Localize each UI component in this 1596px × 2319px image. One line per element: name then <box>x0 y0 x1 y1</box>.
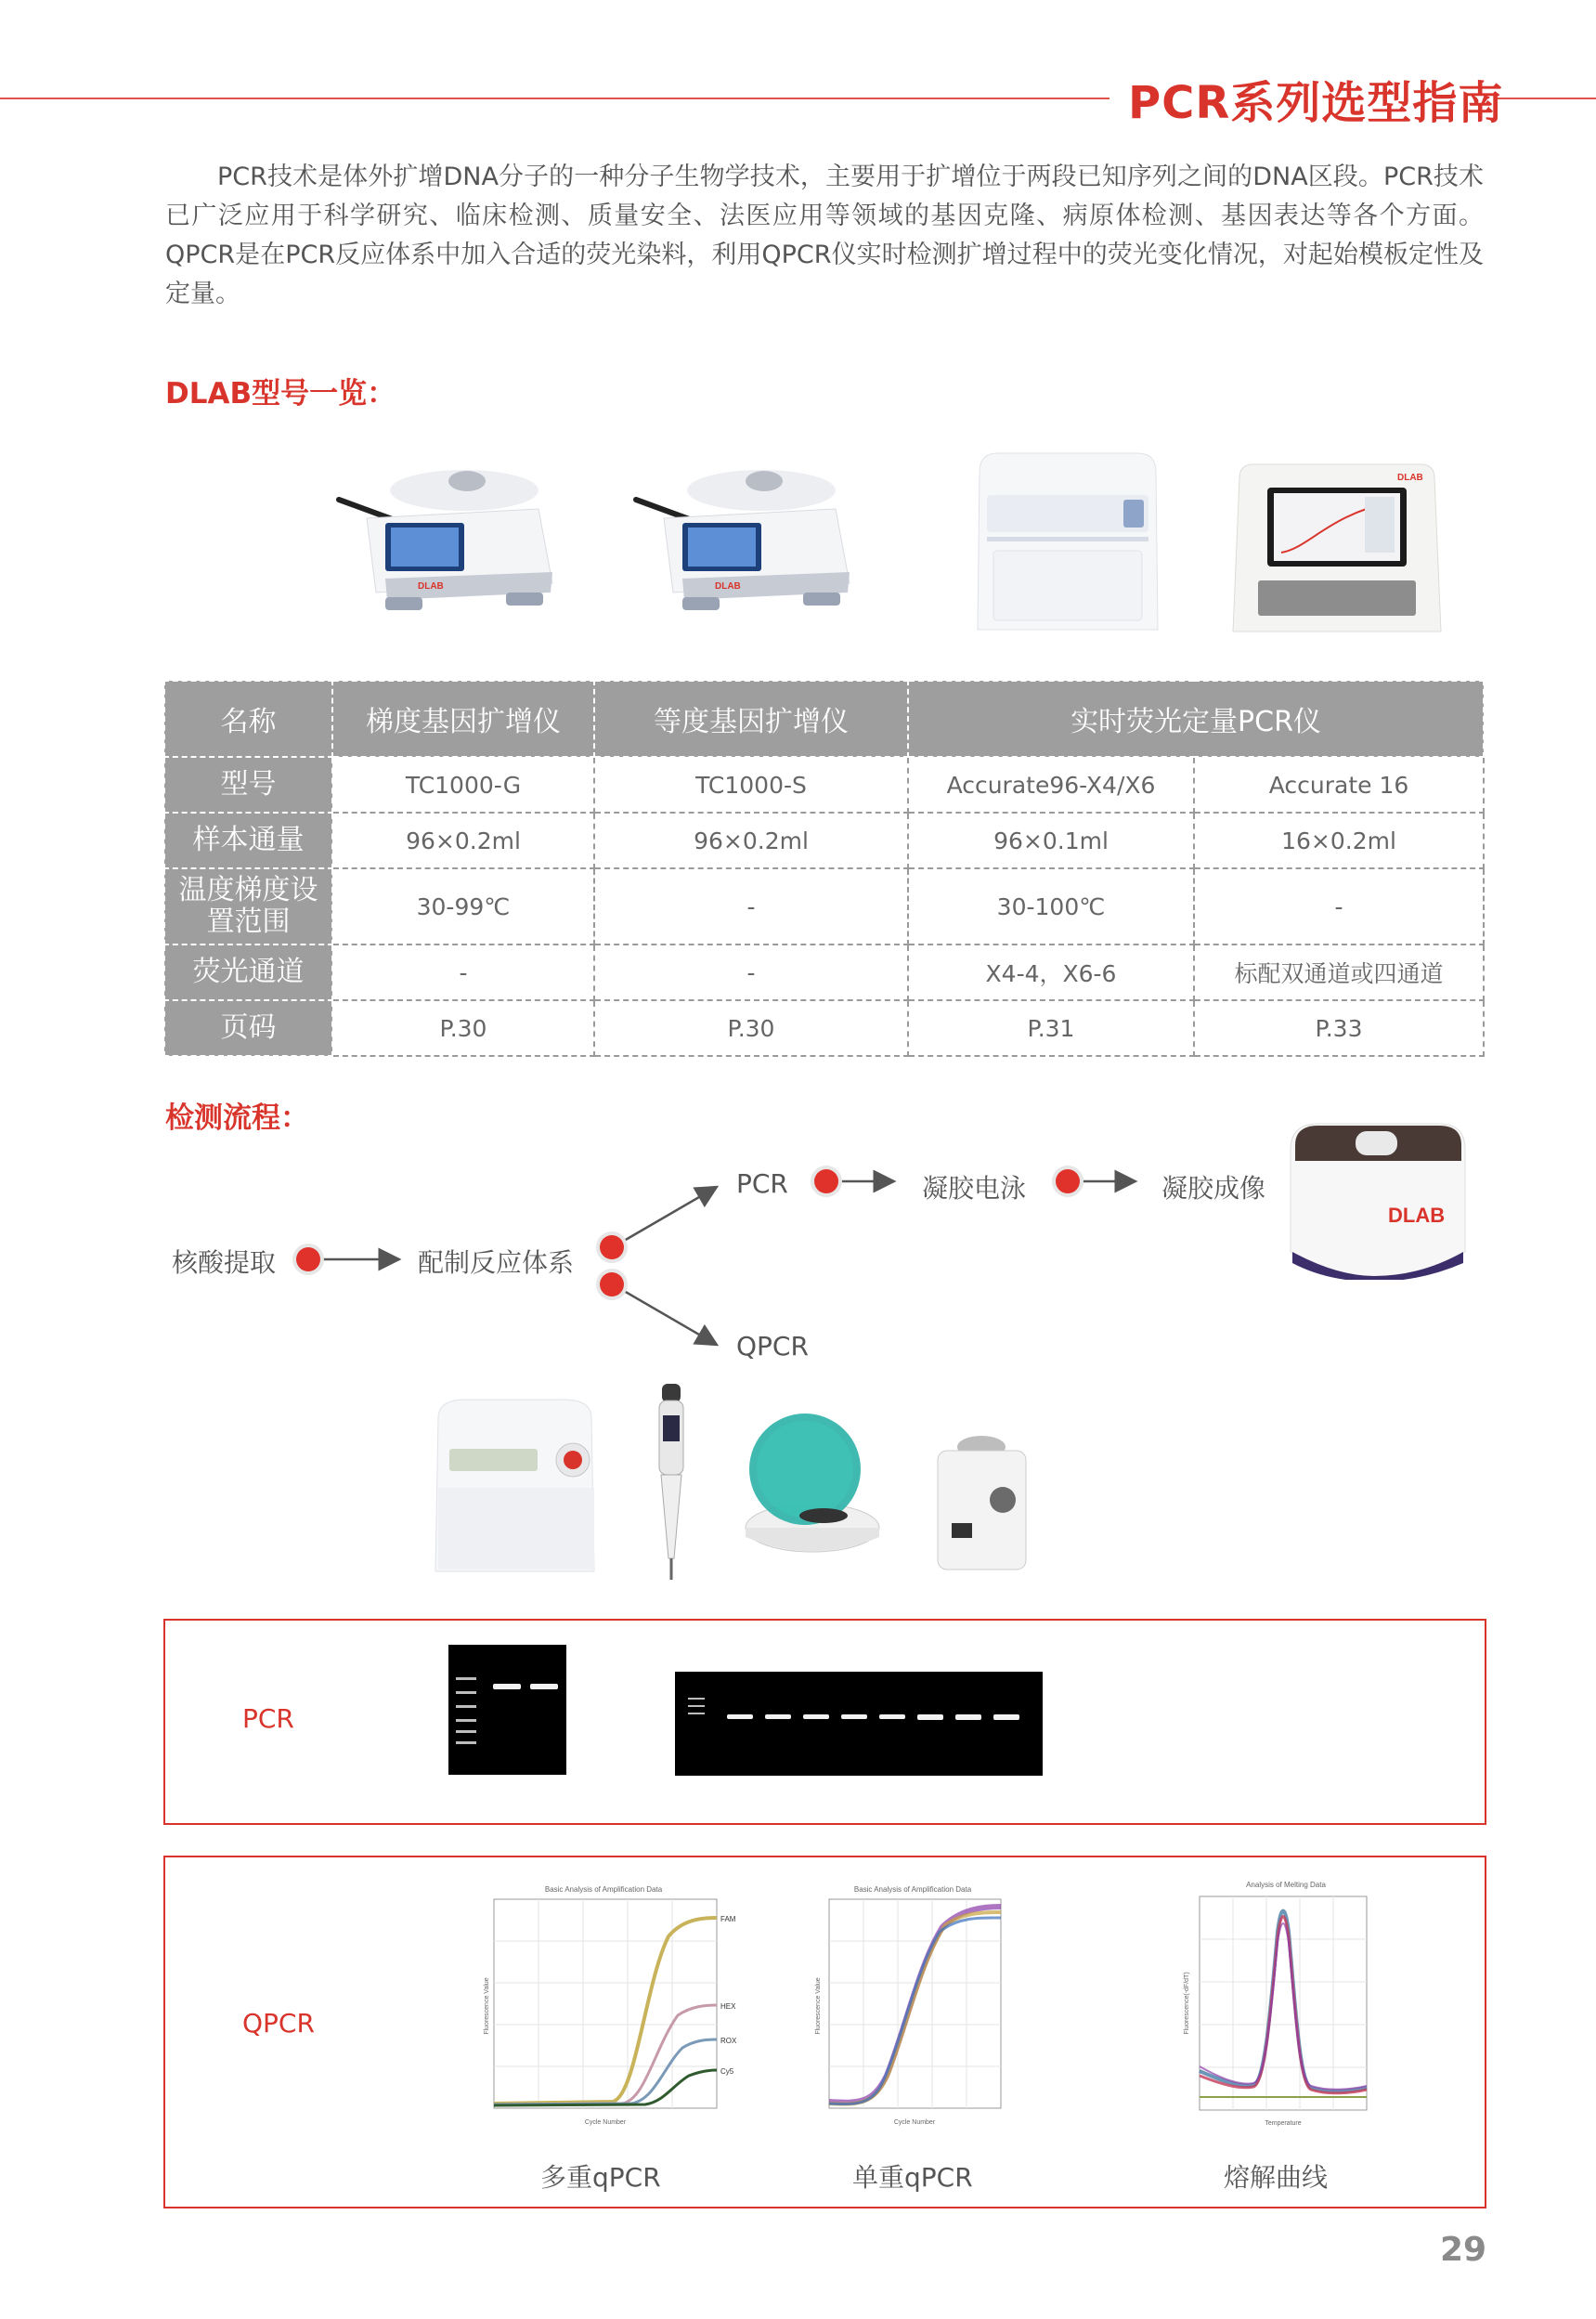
legend-fam: FAM <box>720 1915 736 1923</box>
header-name: 名称 <box>164 681 332 757</box>
imager-brand: DLAB <box>1388 1204 1446 1227</box>
table-cell: X4-4，X6-6 <box>908 945 1194 1000</box>
table-cell: Accurate 16 <box>1194 757 1484 813</box>
device-brand: DLAB <box>418 581 444 592</box>
flow-step-electrophoresis: 凝胶电泳 <box>922 1173 1027 1204</box>
table-cell: Accurate96-X4/X6 <box>908 757 1194 813</box>
singleplex-caption: 单重qPCR <box>852 2162 973 2193</box>
table-cell: 96×0.2ml <box>332 813 594 868</box>
qpcr-result-label: QPCR <box>242 2008 315 2039</box>
mini-centrifuge-image <box>738 1412 887 1560</box>
chart-title: Analysis of Melting Data <box>1246 1881 1326 1889</box>
chart-ylabel: Fluorescence Value <box>815 1977 822 2035</box>
table-cell: - <box>594 868 908 945</box>
row-label: 样本通量 <box>164 813 332 868</box>
chart-title: Basic Analysis of Amplification Data <box>544 1885 663 1894</box>
page-number: 29 <box>1440 2231 1487 2269</box>
flow-dot <box>1056 1169 1080 1193</box>
table-cell: TC1000-G <box>332 757 594 813</box>
intro-text: PCR技术是体外扩增DNA分子的一种分子生物学技术，主要用于扩增位于两段已知序列之间的DNA区段。PCR技术已广泛应用于科学研究、临床检测、质量安全、法医应用等领域的基因克隆、病原体检测、基因表达等各个方面。QPCR是在PCR反应体系中加入合适的荧光染料，利用QPCR仪实时检测扩增过程中的荧光变化情况，对起始模板定性及定量。 <box>165 163 1484 308</box>
device-brand: DLAB <box>1397 473 1423 483</box>
table-cell: - <box>332 945 594 1000</box>
flow-step-imaging: 凝胶成像 <box>1161 1173 1266 1204</box>
flow-step-pcr: PCR <box>736 1168 788 1199</box>
legend-hex: HEX <box>720 2002 736 2011</box>
pipette-image <box>650 1382 692 1582</box>
dry-bath-image <box>429 1395 601 1576</box>
multiplex-caption: 多重qPCR <box>540 2162 661 2193</box>
row-label: 型号 <box>164 757 332 813</box>
table-cell: 16×0.2ml <box>1194 813 1484 868</box>
header-isothermal: 等度基因扩增仪 <box>594 681 908 757</box>
melting-curve-chart <box>1179 1876 1379 2136</box>
gel-image-2 <box>675 1672 1043 1776</box>
row-label: 温度梯度设置范围 <box>164 868 332 945</box>
table-cell: 30-99℃ <box>332 868 594 945</box>
flow-dot <box>600 1272 624 1296</box>
table-cell: 96×0.1ml <box>908 813 1194 868</box>
multiplex-qpcr-chart <box>483 1881 743 2136</box>
gel-image-1 <box>448 1645 566 1775</box>
singleplex-qpcr-chart <box>812 1881 1007 2136</box>
chart-xlabel: Cycle Number <box>893 2119 936 2126</box>
table-cell: 96×0.2ml <box>594 813 908 868</box>
flow-step-prepare: 配制反应体系 <box>418 1247 575 1278</box>
table-cell: P.30 <box>332 1000 594 1056</box>
table-cell: 30-100℃ <box>908 868 1194 945</box>
chart-xlabel: Temperature <box>1265 2120 1302 2127</box>
row-label: 荧光通道 <box>164 945 332 1000</box>
device-brand: DLAB <box>715 581 741 592</box>
table-cell: - <box>594 945 908 1000</box>
flow-dot <box>814 1169 838 1193</box>
vortex-mixer-image <box>924 1430 1040 1574</box>
pcr-result-label: PCR <box>242 1703 294 1734</box>
models-section-title: DLAB型号一览： <box>165 377 396 410</box>
table-cell: 标配双通道或四通道 <box>1194 945 1484 1000</box>
chart-xlabel: Cycle Number <box>584 2119 627 2126</box>
table-cell: TC1000-S <box>594 757 908 813</box>
flow-dot <box>296 1247 320 1271</box>
flow-section-title: 检测流程： <box>165 1101 309 1135</box>
table-cell: P.31 <box>908 1000 1194 1056</box>
header-gradient: 梯度基因扩增仪 <box>332 681 594 757</box>
chart-ylabel: Fluorescence(-dF/dT) <box>1184 1972 1190 2035</box>
melting-curve-caption: 熔解曲线 <box>1224 2162 1329 2193</box>
flow-step-extract: 核酸提取 <box>172 1247 277 1278</box>
table-cell: - <box>1194 868 1484 945</box>
legend-rox: ROX <box>720 2037 737 2045</box>
page-title: PCR系列选型指南 <box>1128 77 1504 129</box>
gel-imager-image <box>1281 1113 1472 1280</box>
table-cell: P.33 <box>1194 1000 1484 1056</box>
table-cell: P.30 <box>594 1000 908 1056</box>
legend-cy5: Cy5 <box>720 2067 734 2076</box>
flow-dot <box>600 1235 624 1259</box>
chart-ylabel: Fluorescence Value <box>484 1977 490 2035</box>
chart-title: Basic Analysis of Amplification Data <box>853 1885 972 1894</box>
row-label: 页码 <box>164 1000 332 1056</box>
flow-step-qpcr: QPCR <box>736 1331 809 1361</box>
header-realtime: 实时荧光定量PCR仪 <box>908 681 1484 757</box>
